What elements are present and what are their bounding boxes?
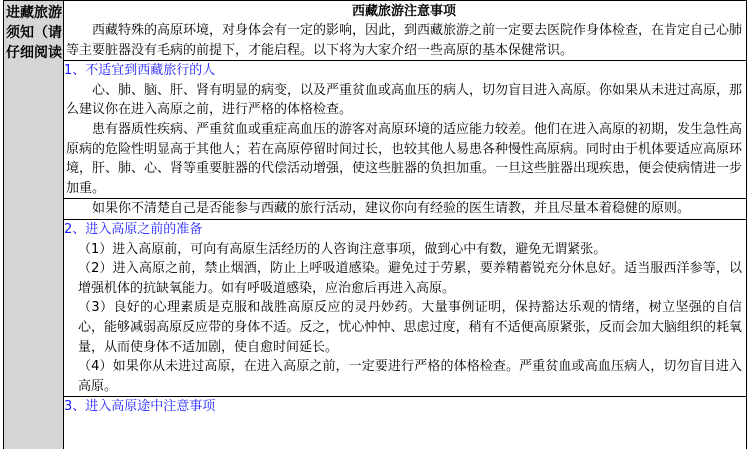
content-cell — [64, 1, 746, 449]
section2-item-2: （2）进入高原之前，禁止烟酒，防止上呼吸道感染。避免过于劳累，要养精蓄锐充分休息好。适当服西洋参等，以增强机体的抗缺氧能力。如有呼吸道感染，应治愈后再进入高原。 — [78, 261, 742, 296]
section1-paragraph-3: 如果你不清楚自己是否能参与西藏的旅行活动，建议你向有经验的医生请教，并且尽量本着稳健的原则。 — [92, 201, 691, 217]
section2-item-3: （3）良好的心理素质是克服和战胜高原反应的灵丹妙药。大量事例证明，保持豁达乐观的情绪，树立坚强的自信心，能够减弱高原反应带的身体不适。反之，忧心忡忡、思虑过度，稍有不适便高原紧张，反而会加大脑组织的耗氧量，从而使身体不适加剧，使自愈时间延长。 — [78, 300, 742, 355]
section2-heading: 2、进入高原之前的准备 — [64, 221, 203, 237]
section2-item-1: （1）进入高原前，可向有高原生活经历的人咨询注意事项，做到心中有数，避免无谓紧张。 — [78, 241, 607, 257]
section1-paragraph-2: 患有器质性疾病、严重贫血或重症高血压的游客对高原环境的适应能力较差。他们在进入高原的初期，发生急性高原病的危险性明显高于其他人；若在高原停留时间过长，也较其他人易患各种慢性高原病。同时由于机体要适应高原环境，肝、肺、心、肾等重要脏器的代偿活动增强，使这些脏器的负担加重。一旦这些脏器出现疾患，便会使病情进一步加重。 — [66, 121, 743, 196]
document-table — [3, 0, 747, 449]
page-title: 西藏旅游注意事项 — [351, 4, 456, 19]
section3-heading: 3、进入高原途中注意事项 — [64, 399, 216, 415]
section2-item-4: （4）如果你从未进过高原，在进入高原之前，一定要进行严格的体格检查。严重贫血或高血压病人，切勿盲目进入高原。 — [78, 359, 742, 394]
section1-paragraph-1: 心、肺、脑、肝、肾有明显的病变，以及严重贫血或高血压的病人，切勿盲目进入高原。你如果从未进过高原，那么建议你在进入高原之前，进行严格的体格检查。 — [66, 82, 743, 118]
intro-paragraph: 西藏特殊的高原环境，对身体会有一定的影响，因此，到西藏旅游之前一定要去医院作身体检查，在肯定自己心肺等主要脏器没有毛病的前提下，才能启程。以下将为大家介绍一些高原的基本保健常识。 — [66, 23, 743, 58]
section1-heading: 1、不适宜到西藏旅行的人 — [64, 63, 216, 79]
side-label-cell: 进藏旅游须知（请仔细阅读 — [4, 1, 64, 449]
